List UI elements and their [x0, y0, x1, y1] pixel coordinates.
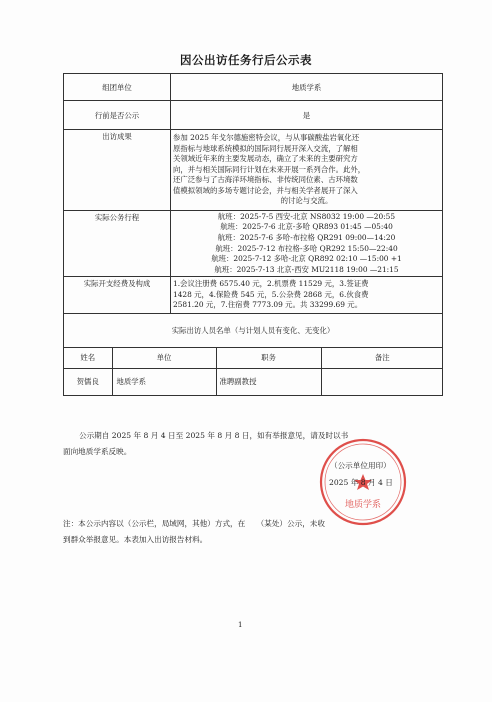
row-result — [64, 130, 443, 211]
document-title: 因公出访任务行后公示表 — [180, 53, 312, 67]
expense-text — [171, 277, 443, 314]
flight-item: 航班：2025-7-5 西安-北京 NS8032 19:00 —20:55 — [217, 211, 396, 221]
result-line: 参加 2025 年戈尔德施密特会议，与从事碳酸盐岩氧化还 — [173, 132, 360, 142]
members-header-row — [64, 348, 443, 368]
flight-item: 航班：2025-7-13 北京-西安 MU2118 19:00 —21:15 — [214, 264, 399, 274]
row-members-header — [64, 314, 443, 348]
result-label: 出访成果 — [64, 130, 171, 211]
table-row — [64, 368, 443, 395]
flight-item: 航班：2025-7-6 多哈-布拉格 QR291 09:00—14:20 — [217, 232, 396, 242]
expense-line: 1428 元，4.保险费 545 元，5.公杂费 2868 元，6.伙食费 — [173, 289, 369, 299]
result-line: 值模拟领域的多场专题讨论会，并与相关学者展开了深入 — [173, 185, 358, 195]
col-name: 姓名 — [64, 348, 112, 368]
result-line: 关领域近年来的主要发展动态，确立了未来的主要研究方 — [173, 154, 358, 164]
org-value: 地质学系 — [171, 74, 443, 101]
footnote-line-1: 注：本公示内容以（公示栏，局域网，其他）方式，在 （某处）公示，未收 — [63, 519, 325, 528]
col-note: 备注 — [321, 348, 443, 368]
flight-item: 航班：2025-7-12 布拉格-多哈 QR292 15:50—22:40 — [215, 243, 398, 253]
footnote — [63, 516, 423, 548]
expense-line: 2581.20 元，7.住宿费 7773.09 元。共 33299.69 元。 — [173, 300, 363, 310]
page-number: 1 — [238, 621, 243, 629]
result-line: 向，并与相关国际同行计划在未来开展一系列合作。此外， — [173, 164, 366, 174]
row-org — [64, 74, 443, 101]
member-note — [321, 368, 443, 395]
member-name: 贺儒良 — [64, 368, 112, 395]
members-table — [64, 348, 443, 395]
org-label: 组团单位 — [64, 74, 171, 101]
stamp-date: 2025 年 8 月 4 日 — [329, 478, 393, 487]
public-label: 行前是否公示 — [64, 101, 171, 130]
expense-label: 实际开支经费及构成 — [64, 277, 171, 314]
public-value: 是 — [171, 101, 443, 130]
footnote-line-2: 到群众举报意见。本表加入出访报告材料。 — [63, 535, 208, 544]
notice-line-2: 面向地质学系反映。 — [63, 447, 132, 456]
member-position: 准聘副教授 — [216, 368, 321, 395]
members-header: 实际出访人员名单（与计划人员有变化、无变化） — [64, 314, 443, 348]
row-public — [64, 101, 443, 130]
col-unit: 单位 — [112, 348, 216, 368]
flight-item: 航班：2025-7-6 北京-多哈 QR893 01:45 —05:40 — [220, 222, 393, 232]
result-line: 还广泛参与了古海洋环境指标、非传统同位素、古环境数 — [173, 175, 358, 185]
col-position: 职务 — [216, 348, 321, 368]
stamp-label: （公示单位用印） — [330, 461, 391, 470]
result-line: 的讨论与交流。 — [280, 196, 333, 206]
row-itinerary — [64, 211, 443, 277]
report-table — [63, 73, 443, 396]
result-text — [171, 130, 443, 211]
result-line: 原指标与地球系统模拟的国际同行展开深入交流，了解相 — [173, 143, 358, 153]
seal-org-text: 地质学系 — [344, 500, 382, 510]
flight-item: 航班：2025-7-12 多哈-北京 QR892 02:10 —15:00 +1 — [211, 254, 402, 264]
row-members — [64, 348, 443, 396]
flight-list — [171, 211, 443, 277]
member-unit: 地质学系 — [112, 368, 216, 395]
expense-line: 1.会议注册费 6575.40 元，2.机票费 11529 元，3.签证费 — [173, 279, 369, 289]
itinerary-label: 实际公务行程 — [64, 211, 171, 277]
row-expense — [64, 277, 443, 314]
notice-line-1: 公示期自 2025 年 8 月 4 日至 2025 年 8 月 8 日，如有举报意见，请及时以书 — [79, 431, 349, 440]
